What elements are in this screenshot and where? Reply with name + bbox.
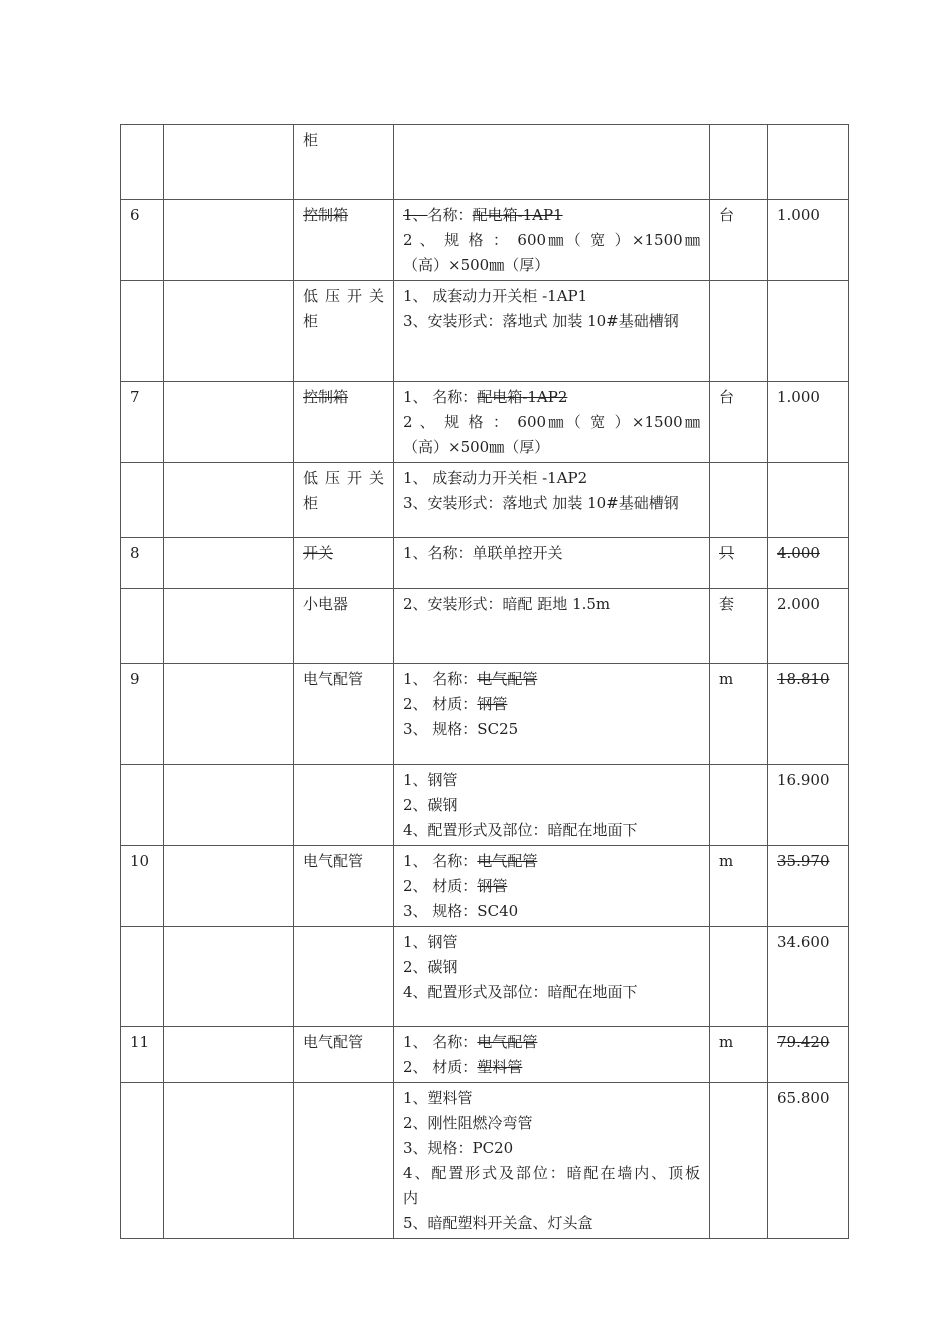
item-name-cell bbox=[294, 927, 394, 1027]
description-line: 2 、 规 格 ： 600㎜（ 宽 ）×1500㎜ bbox=[403, 231, 700, 249]
description-line: 内 bbox=[403, 1189, 419, 1207]
quantity-cell: 65.800 bbox=[768, 1083, 849, 1239]
unit-cell bbox=[710, 1083, 768, 1239]
item-name-cell bbox=[294, 463, 394, 538]
item-number-cell: 9 bbox=[121, 664, 164, 765]
unit-cell: m bbox=[710, 846, 768, 927]
item-description-cell bbox=[394, 846, 710, 927]
unit-cell: 套 bbox=[710, 589, 768, 664]
unit-cell bbox=[710, 463, 768, 538]
item-number-cell: 10 bbox=[121, 846, 164, 927]
item-name-cell bbox=[294, 765, 394, 846]
description-line: 2、碳钢 bbox=[403, 958, 458, 976]
quantity-cell bbox=[768, 281, 849, 382]
table-row bbox=[121, 1027, 849, 1083]
description-line: 4、配置形式及部位：暗配在墙内、顶板 bbox=[403, 1164, 700, 1182]
quantity-cell bbox=[768, 125, 849, 200]
item-number-cell: 11 bbox=[121, 1027, 164, 1083]
item-description-cell bbox=[394, 538, 710, 589]
description-line: （高）×500㎜（厚） bbox=[403, 438, 550, 456]
item-description-cell bbox=[394, 200, 710, 281]
item-code-cell bbox=[164, 1027, 294, 1083]
table-row bbox=[121, 125, 849, 200]
description-line: 1、 名称：电气配管 bbox=[403, 670, 538, 688]
item-code-cell bbox=[164, 382, 294, 463]
item-name-text: 低 压 开 关 bbox=[303, 469, 384, 487]
table-row bbox=[121, 463, 849, 538]
description-line: 3、 规格：SC25 bbox=[403, 720, 519, 738]
table-row bbox=[121, 281, 849, 382]
item-number-cell bbox=[121, 125, 164, 200]
description-line: 1、 名称：电气配管 bbox=[403, 852, 538, 870]
item-name-text: 柜 bbox=[303, 494, 319, 512]
table-row bbox=[121, 1083, 849, 1239]
table-row bbox=[121, 927, 849, 1027]
description-line: 3、 规格：SC40 bbox=[403, 902, 519, 920]
item-number-cell bbox=[121, 281, 164, 382]
item-code-cell bbox=[164, 1083, 294, 1239]
item-name-cell: 小电器 bbox=[294, 589, 394, 664]
item-number-cell: 8 bbox=[121, 538, 164, 589]
item-name-text: 低 压 开 关 bbox=[303, 287, 384, 305]
description-line: 1、名称：配电箱-1AP1 bbox=[403, 206, 563, 224]
bill-of-quantities-table bbox=[120, 124, 849, 1239]
unit-cell: 台 bbox=[710, 200, 768, 281]
description-line: 2、 材质：塑料管 bbox=[403, 1058, 523, 1076]
item-code-cell bbox=[164, 846, 294, 927]
quantity-cell: 79.420 bbox=[768, 1027, 849, 1083]
item-description-cell bbox=[394, 765, 710, 846]
quantity-cell: 1.000 bbox=[768, 200, 849, 281]
description-line: （高）×500㎜（厚） bbox=[403, 256, 550, 274]
item-name-text: 控制箱 bbox=[303, 206, 349, 224]
item-description-cell bbox=[394, 382, 710, 463]
unit-cell bbox=[710, 125, 768, 200]
item-number-cell bbox=[121, 463, 164, 538]
item-number-cell bbox=[121, 927, 164, 1027]
description-line: 4、配置形式及部位：暗配在地面下 bbox=[403, 821, 638, 839]
unit-cell bbox=[710, 281, 768, 382]
item-name-cell: 电气配管 bbox=[294, 1027, 394, 1083]
item-code-cell bbox=[164, 200, 294, 281]
unit-cell bbox=[710, 765, 768, 846]
item-description-cell bbox=[394, 589, 710, 664]
item-name-cell bbox=[294, 200, 394, 281]
table-row bbox=[121, 664, 849, 765]
description-line: 1、钢管 bbox=[403, 933, 458, 951]
description-line: 3、安装形式：落地式 加装 10#基础槽钢 bbox=[403, 312, 679, 330]
item-name-text: 柜 bbox=[303, 312, 319, 330]
unit-cell: 只 bbox=[710, 538, 768, 589]
item-number-cell bbox=[121, 589, 164, 664]
description-line: 2、 材质：钢管 bbox=[403, 877, 508, 895]
item-number-cell: 7 bbox=[121, 382, 164, 463]
item-description-cell bbox=[394, 125, 710, 200]
table-row bbox=[121, 765, 849, 846]
quantity-cell bbox=[768, 463, 849, 538]
description-line: 2、安装形式：暗配 距地 1.5m bbox=[403, 595, 611, 613]
item-code-cell bbox=[164, 538, 294, 589]
description-line: 1、 成套动力开关柜 -1AP1 bbox=[403, 287, 588, 305]
item-number-cell bbox=[121, 765, 164, 846]
description-line: 4、配置形式及部位：暗配在地面下 bbox=[403, 983, 638, 1001]
description-line: 1、钢管 bbox=[403, 771, 458, 789]
description-line: 2、刚性阻燃冷弯管 bbox=[403, 1114, 533, 1132]
description-line: 1、塑料管 bbox=[403, 1089, 473, 1107]
item-name-cell bbox=[294, 382, 394, 463]
item-name-cell: 电气配管 bbox=[294, 846, 394, 927]
quantity-cell: 35.970 bbox=[768, 846, 849, 927]
table-row bbox=[121, 538, 849, 589]
item-description-cell bbox=[394, 1027, 710, 1083]
item-name-cell: 柜 bbox=[294, 125, 394, 200]
item-name-cell bbox=[294, 281, 394, 382]
item-number-cell: 6 bbox=[121, 200, 164, 281]
table-row bbox=[121, 589, 849, 664]
item-code-cell bbox=[164, 664, 294, 765]
item-code-cell bbox=[164, 927, 294, 1027]
table-row bbox=[121, 382, 849, 463]
description-line: 3、规格：PC20 bbox=[403, 1139, 514, 1157]
item-description-cell bbox=[394, 927, 710, 1027]
table-row bbox=[121, 200, 849, 281]
unit-cell: 台 bbox=[710, 382, 768, 463]
description-line: 5、暗配塑料开关盒、灯头盒 bbox=[403, 1214, 593, 1232]
quantity-cell: 4.000 bbox=[768, 538, 849, 589]
unit-cell: m bbox=[710, 664, 768, 765]
quantity-cell: 2.000 bbox=[768, 589, 849, 664]
item-name-cell: 电气配管 bbox=[294, 664, 394, 765]
item-number-cell bbox=[121, 1083, 164, 1239]
quantity-cell: 1.000 bbox=[768, 382, 849, 463]
unit-cell bbox=[710, 927, 768, 1027]
description-line: 1、 成套动力开关柜 -1AP2 bbox=[403, 469, 588, 487]
item-code-cell bbox=[164, 281, 294, 382]
item-name-cell bbox=[294, 1083, 394, 1239]
item-name-text: 控制箱 bbox=[303, 388, 349, 406]
item-code-cell bbox=[164, 765, 294, 846]
item-name-cell bbox=[294, 538, 394, 589]
quantity-cell: 16.900 bbox=[768, 765, 849, 846]
description-line: 3、安装形式：落地式 加装 10#基础槽钢 bbox=[403, 494, 679, 512]
quantity-cell: 34.600 bbox=[768, 927, 849, 1027]
description-line: 1、名称：单联单控开关 bbox=[403, 544, 563, 562]
item-description-cell bbox=[394, 281, 710, 382]
item-name-text: 开关 bbox=[303, 544, 334, 562]
description-line: 1、 名称：电气配管 bbox=[403, 1033, 538, 1051]
item-code-cell bbox=[164, 589, 294, 664]
description-line: 2、 材质：钢管 bbox=[403, 695, 508, 713]
item-code-cell bbox=[164, 125, 294, 200]
description-line: 1、 名称：配电箱-1AP2 bbox=[403, 388, 568, 406]
item-description-cell bbox=[394, 463, 710, 538]
description-line: 2、碳钢 bbox=[403, 796, 458, 814]
table-row bbox=[121, 846, 849, 927]
quantity-cell: 18.810 bbox=[768, 664, 849, 765]
item-code-cell bbox=[164, 463, 294, 538]
item-description-cell bbox=[394, 1083, 710, 1239]
item-description-cell bbox=[394, 664, 710, 765]
description-line: 2 、 规 格 ： 600㎜（ 宽 ）×1500㎜ bbox=[403, 413, 700, 431]
unit-cell: m bbox=[710, 1027, 768, 1083]
